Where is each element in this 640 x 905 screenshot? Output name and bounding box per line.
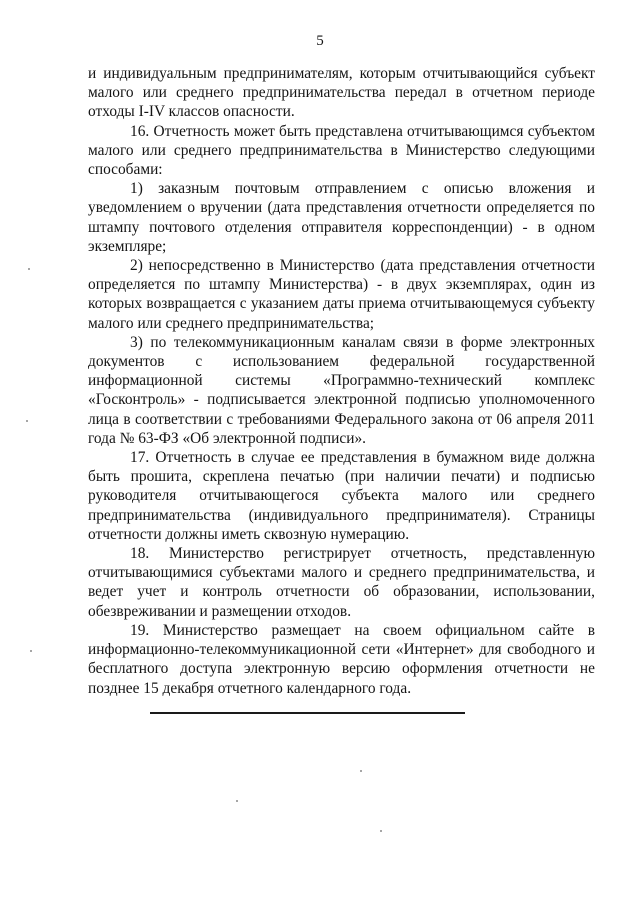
closing-separator-line	[150, 712, 465, 714]
paragraph-16-item-1: 1) заказным почтовым отправлением с описью вложения и уведомлением о вручении (дата представления отчетности определяется по штампу почтового отделения отправителя корреспонденции) - в одном экземпляре;	[88, 180, 595, 255]
paragraph-16: 16. Отчетность может быть представлена отчитывающимся субъектом малого или среднего предпринимательства в Министерство следующими способами:	[88, 122, 595, 179]
scan-speck	[28, 268, 30, 270]
paragraph-continuation: и индивидуальным предпринимателям, которым отчитывающийся субъект малого или среднего предпринимательства передал в отчетном периоде отходы I-IV классов опасности.	[88, 65, 595, 121]
scan-speck	[236, 800, 238, 802]
paragraph-16-item-3: 3) по телекоммуникационным каналам связи в форме электронных документов с использованием федеральной государственной информационной системы «Программно-технический комплекс «Госконтроль» - подписывается электронной подписью уполномоченного лица в соответствии с требованиями Федерального закона от 06 апреля 2011 года № 63-ФЗ «Об электронной подписи».	[88, 333, 595, 447]
scan-speck	[30, 650, 32, 652]
document-body	[88, 64, 595, 698]
paragraph-16-item-2: 2) непосредственно в Министерство (дата представления отчетности определяется по штампу Министерства) - в двух экземплярах, один из которых возвращается с указанием даты приема отчитывающемуся субъекту малого или среднего предпринимательства;	[88, 257, 595, 332]
scan-speck	[380, 830, 382, 832]
page-number: 5	[316, 33, 324, 49]
paragraph-19: 19. Министерство размещает на своем официальном сайте в информационно-телекоммуникационной сети «Интернет» для свободного и бесплатного доступа электронную версию оформления отчетности не позднее 15 декабря отчетного календарного года.	[88, 621, 595, 697]
scan-speck	[26, 420, 28, 422]
paragraph-18: 18. Министерство регистрирует отчетность, представленную отчитывающимися субъектами малого и среднего предпринимательства, и ведет учет и контроль отчетности об образовании, использовании, обезвреживании и размещении отходов.	[88, 545, 595, 620]
scan-speck	[360, 770, 362, 772]
paragraph-17: 17. Отчетность в случае ее представления в бумажном виде должна быть прошита, скреплена печатью (при наличии печати) и подписью руководителя отчитывающегося субъекта малого или среднего предпринимательства (индивидуального предпринимателя). Страницы отчетности должны иметь сквозную нумерацию.	[88, 449, 595, 543]
